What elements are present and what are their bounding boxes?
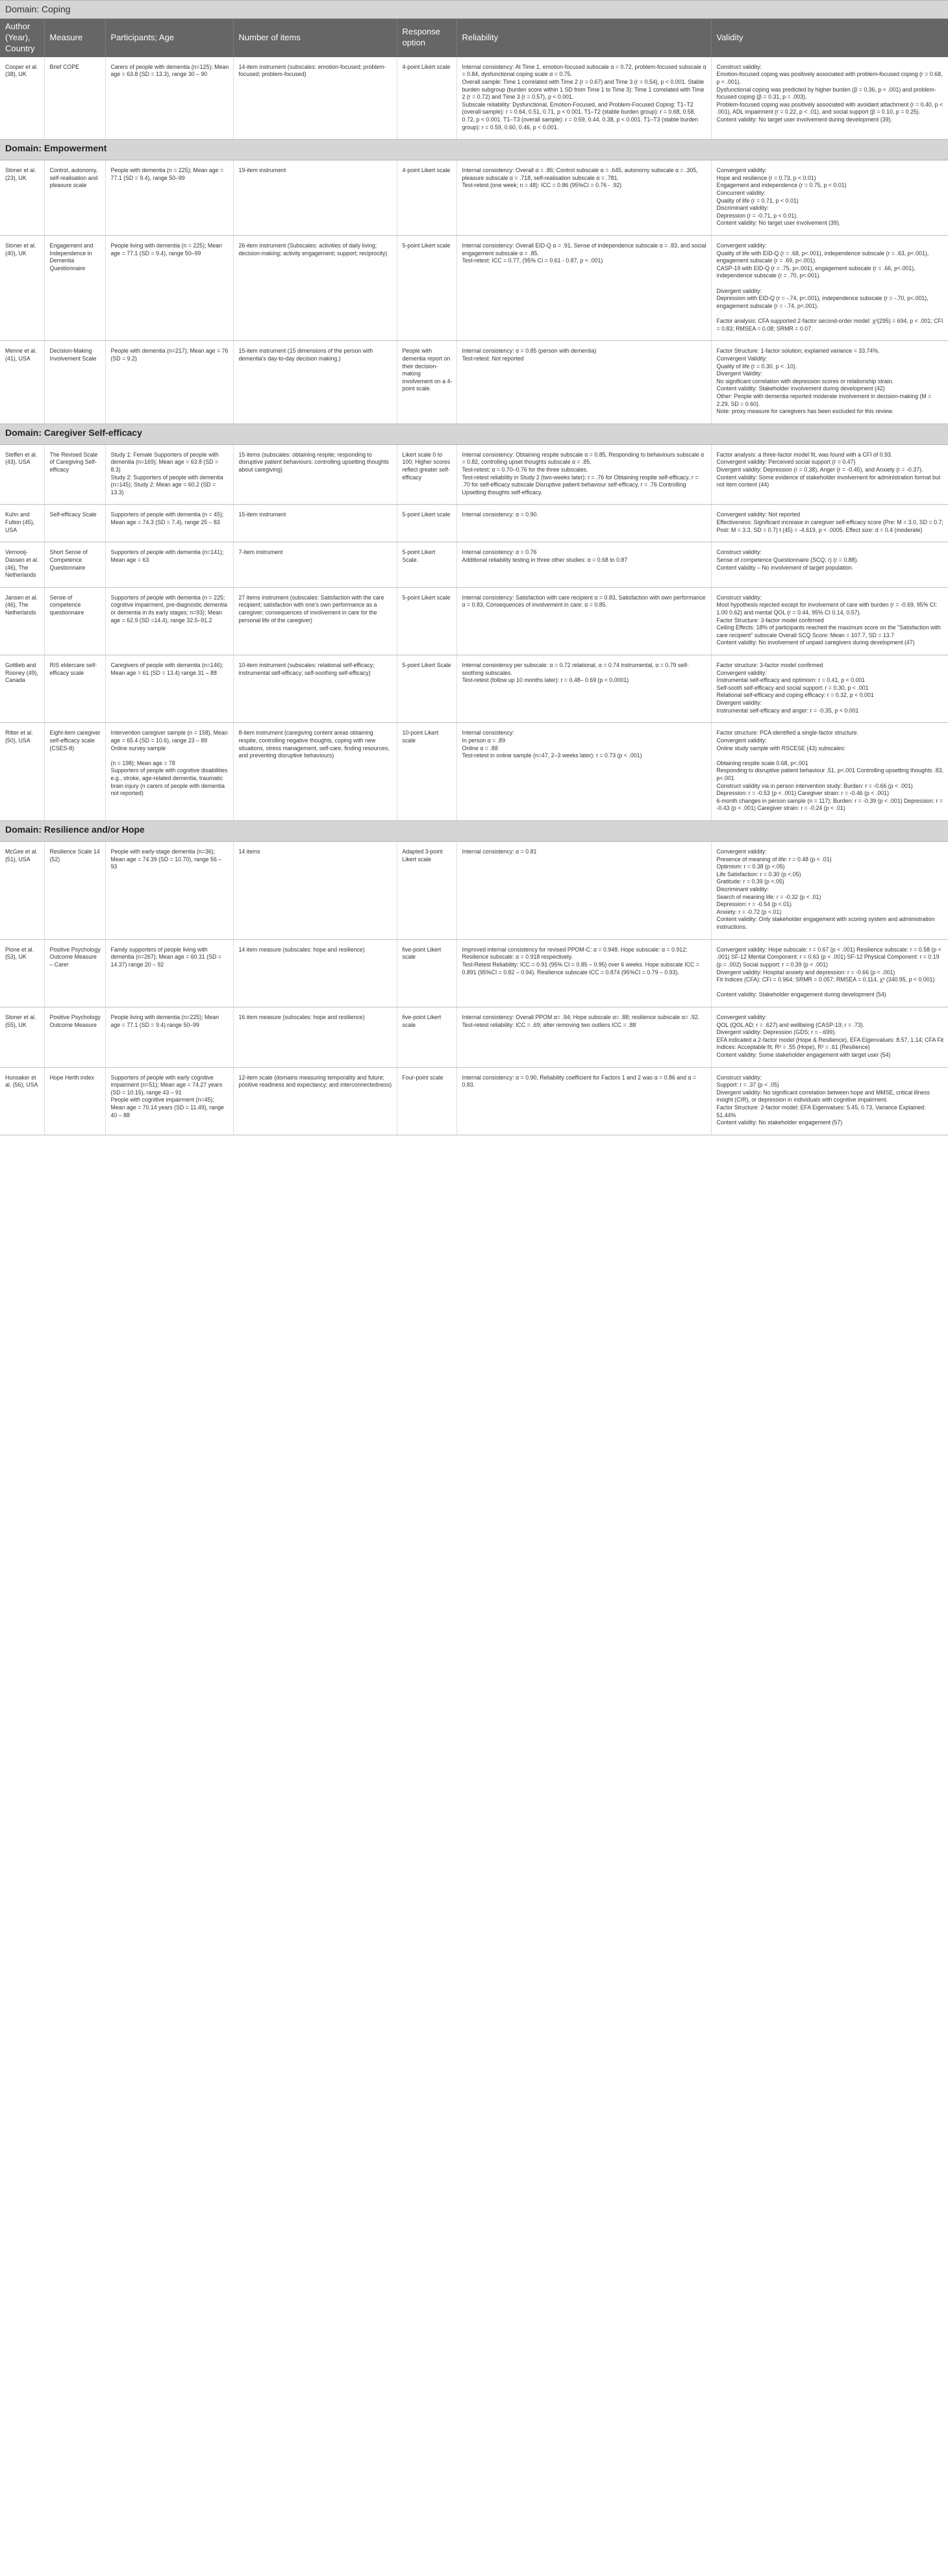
cell-items: 15-item instrument (15 dimensions of the person with dementia's day-to-day decision making.) <box>233 341 397 423</box>
cell-author: Steffen et al. (43), USA <box>0 444 44 505</box>
cell-response: 10-point Likert scale <box>397 723 456 821</box>
cell-validity: Factor Structure: 1-factor solution; explained variance = 33.74%. Convergent Validity: Quality of life (r = 0.30, p < .10). Divergent Validity: No significant correlation with depression scores or relationship strain. Content validity: Stakeholder involvement during development (42) Other: People with dementia reported moderate involvement in decision-making (M = 2.29, SD = 0.60). Note: proxy measure for caregivers has been excluded for this review. <box>711 341 948 423</box>
table-body <box>0 57 948 1135</box>
cell-validity: Construct validity: Support: r = .37 (p < .05) Divergent validity: No significant correlation between hope and MMSE, critical illness insight (CIR), or depression in individuals with cognitive impairment. Factor Structure: 2-factor model; EFA Eigenvalues: 5.45, 0.73, Variance Explained: 51.44% Content validity: No stakeholder engagement (57) <box>711 1067 948 1135</box>
cell-validity: Factor analysis: a three-factor model fit, was found with a CFI of 0.93. Convergent validity: Perceived social support (r = 0.47) Divergent validity: Depression (r = 0.38), Anger (r = -0.45), and Anxiety (r = -0.37). Content validity: Some evidence of stakeholder involvement for administration format but not item content (44) <box>711 444 948 505</box>
cell-response: 4-point Likert scale <box>397 57 456 140</box>
cell-reliability: Internal consistency: α = 0.76 Additional reliability testing in three other studies: α = 0.68 to 0.87 <box>456 542 711 587</box>
table-row <box>0 723 948 821</box>
cell-participants: Supporters of people with dementia (n = 225; cognitive impairment, pre-diagnostic dementia or dementia in its early stages; n=93); Mean age = 62.9 (SD =14.4), range 32.5–91.2 <box>105 587 233 655</box>
domain-heading: Domain: Caregiver Self-efficacy <box>0 423 948 444</box>
cell-items: 15-item instrument <box>233 505 397 542</box>
table-row <box>0 1067 948 1135</box>
domain-heading: Domain: Empowerment <box>0 140 948 160</box>
cell-items: 26-item instrument (Subscales: activities of daily living; decision-making; activity engagement; support; reciprocity) <box>233 236 397 341</box>
cell-items: 15 items (subscales: obtaining respite; responding to disruptive patient behaviours; controlling upsetting thoughts about caregiving) <box>233 444 397 505</box>
cell-items: 16 item measure (subscales: hope and resilience) <box>233 1007 397 1067</box>
cell-response: 4-point Likert scale <box>397 160 456 236</box>
cell-measure: Self-efficacy Scale <box>44 505 105 542</box>
cell-validity: Convergent validity: Hope and resilience (r = 0.73, p < 0.01) Engagement and independence (r = 0.75, p < 0.01) Concurrent validity: Quality of life (r = 0.71, p < 0.01) Discriminant validity: Depression (r = -0.71, p < 0.01). Content validity: No target user involvement (39). <box>711 160 948 236</box>
cell-author: Pione et al. (53), UK <box>0 939 44 1007</box>
cell-measure: The Revised Scale of Caregiving Self-efficacy <box>44 444 105 505</box>
cell-response: Likert scale 0 to 100; Higher scores reflect greater self-efficacy <box>397 444 456 505</box>
cell-participants: Carers of people with dementia (n=125); Mean age = 63.8 (SD = 13.3), range 30 – 90 <box>105 57 233 140</box>
cell-author: Cooper et al. (38), UK <box>0 57 44 140</box>
cell-participants: People with dementia (n=217); Mean age = 76 (SD = 9.2) <box>105 341 233 423</box>
cell-participants: People living with dementia (n=225); Mean age = 77.1 (SD = 9.4) range 50–99 <box>105 1007 233 1067</box>
cell-measure: Hope Herth index <box>44 1067 105 1135</box>
title-row <box>0 1 948 19</box>
cell-reliability: Internal consistency: α = 0.90, Reliability coefficient for Factors 1 and 2 was α = 0.86 and α = 0.83. <box>456 1067 711 1135</box>
cell-response: Four-point scale <box>397 1067 456 1135</box>
table-row <box>0 1007 948 1067</box>
domain-row <box>0 140 948 160</box>
column-header-participants: Participants; Age <box>105 19 233 57</box>
cell-response: 5-point Likert scale <box>397 587 456 655</box>
cell-items: 27 items instrument (subscales: Satisfaction with the care recipient; satisfaction with one's own performance as a caregiver; consequences of involvement in care for the personal life of the caregiver) <box>233 587 397 655</box>
cell-reliability: Internal consistency: Overall EID-Q α = .91, Sense of independence subscale α = .83, and social engagement subscale α = .85. Test-retest: ICC = 0.77, (95% CI = 0.61 - 0.87, p < .001) <box>456 236 711 341</box>
cell-participants: Intervention caregiver sample (n = 158), Mean age = 65.4 (SD = 10.6), range 23 – 89 Online survey sample (n = 198); Mean age = 78 Supporters of people with cognitive disabilities e.g., stroke, age-related dementia, traumatic brain injury (n carers of people with dementia not reported) <box>105 723 233 821</box>
cell-participants: People with early-stage dementia (n=36); Mean age = 74.39 (SD = 10.70), range 56 – 93 <box>105 841 233 939</box>
cell-measure: Engagement and Independence in Dementia Questionnaire <box>44 236 105 341</box>
cell-participants: People with dementia (n = 225); Mean age = 77.1 (SD = 9.4), range 50–99 <box>105 160 233 236</box>
cell-author: Vernooij-Dassen et al. (46), The Netherlands <box>0 542 44 587</box>
cell-validity: Convergent validity: Presence of meaning of life: r = 0.48 (p < .01) Optimism: r = 0.38 (p <.05) Life Satisfaction: r = 0.30 (p <.05) Gratitude: r = 0.39 (p <.05) Discriminant validity: Search of meaning life: r = -0.32 (p < .01) Depression: r = -0.54 (p <.01) Anxiety: r = -0.72 (p <.01) Content validity: Only stakeholder engagement with scoring system and administration instructions. <box>711 841 948 939</box>
cell-items: 14-item instrument (subscales: emotion-focused; problem-focused; problem-focused) <box>233 57 397 140</box>
table-row <box>0 542 948 587</box>
cell-items: 8-item instrument (caregiving content areas obtaining respite, controlling negative thoughts, coping with new situations, stress management, self-care, finding resources, and preventing disruptive behaviours) <box>233 723 397 821</box>
measures-table <box>0 0 948 1135</box>
cell-measure: Positive Psychology Outcome Measure – Carer <box>44 939 105 1007</box>
cell-validity: Construct validity: Most hypothesis rejected except for involvement of care with burden (r = -0.69, 95% CI: 1.00 0.62) and mental QOL (r = 0.44, 95% CI 0.14, 0.57). Factor Structure: 3-factor model confirmed Ceiling Effects: 18% of participants reached the maximum score on the "Satisfaction with care recipient" subscale Overall SCQ Score: Mean = 107.7, SD = 13.7 Content validity: No involvement of unpaid caregivers during development (47) <box>711 587 948 655</box>
cell-response: Adapted 3-point Likert scale <box>397 841 456 939</box>
cell-validity: Construct validity: Sense of competence Questionnaire (SCQ; r) (r = 0.88). Content validity – No involvement of target population. <box>711 542 948 587</box>
cell-reliability: Internal consistency: α = 0.85 (person with dementia) Test-retest: Not reported <box>456 341 711 423</box>
cell-items: 14 item measure (subscales: hope and resilience) <box>233 939 397 1007</box>
cell-validity: Factor structure: PCA identified a single-factor structure. Convergent validity: Online study sample with RSCESE (43) subscales: Obtaining respite scale 0.68, p<.001 Responding to disruptive patient behaviour .51, p<.001 Controlling upsetting thoughts .83, p<.001 Construct validity via in person intervention study: Burden: r = -0.66 (p < .001) Depression: r = -0.53 (p < .001) Caregiver strain: r = -0.46 (p < .001) 6-month changes in person sample (n = 117): Burden: r = -0.39 (p < .001) Depression: r = -0.43 (p < .001) Caregiver strain: r = -0.24 (p < .01) <box>711 723 948 821</box>
cell-response: 5-point Likert scale <box>397 505 456 542</box>
cell-measure: Positive Psychology Outcome Measure <box>44 1007 105 1067</box>
cell-author: Stoner et al. (23), UK <box>0 160 44 236</box>
cell-participants: People living with dementia (n = 225); Mean age = 77.1 (SD = 9.4), range 50–99 <box>105 236 233 341</box>
domain-row <box>0 423 948 444</box>
cell-validity: Factor structure: 3-factor model confirmed Convergent validity: Instrumental self-efficacy and optimism: r = 0.41, p < 0.001 Self-sooth self-efficacy and social support: r = 0.30, p < .001 Relational self-efficacy and coping efficacy: r = 0.32, p < 0.001 Divergent validity: Instrumental self-efficacy and anger: r = -0.35, p < 0.001 <box>711 655 948 723</box>
cell-participants: Supporters of people with early cognitive impairment (n=51); Mean age = 74.27 years (SD = 10.15), range 43 – 91 People with cognitive impairment (n=45); Mean age = 70.14 years (SD = 11.49), range 40 – 88 <box>105 1067 233 1135</box>
domain-row <box>0 820 948 841</box>
cell-measure: Brief COPE <box>44 57 105 140</box>
column-header-measure: Measure <box>44 19 105 57</box>
cell-validity: Convergent validity: Hope subscale: r = 0.67 (p < .001) Resilience subscale: r = 0.58 (p < .001) SF-12 Mental Component: r = 0.63 (p < .001) SF-12 Physical Component: r = 0.19 (p = .002) Social support: r = 0.39 (p < .001) Divergent validity: Hospital anxiety and depression: r = -0.66 (p < .001) Fit Indices (CFA): CFI = 0.964; SRMR = 0.057; RMSEA = 0.114, χ² (340.95, p < 0.001) Content validity: Stakeholder engagement during development (54) <box>711 939 948 1007</box>
cell-reliability: Internal consistency: Satisfaction with care recipient α = 0.83, Satisfaction with own performance α = 0.83, Consequences of involvement in care: α = 0.85. <box>456 587 711 655</box>
cell-author: McGee et al. (51), USA <box>0 841 44 939</box>
cell-reliability: Internal consistency: At Time 1, emotion-focused subscale α = 0.72, problem-focused subscale α = 0.84, dysfunctional coping scale α = 0.75. Overall sample: Time 1 correlated with Time 2 (r = 0.67) and Time 3 (r = 0.54), p < 0.001. Stable burden subgroup (burden score within 1 SD from Time 1 to Time 3): Time 1 correlated with Time 2 (r = 0.72) and Time 3 (r = 0.57), p < 0.001. Subscale reliability: Dysfunctional, Emotion-Focused, and Problem-Focused Coping: T1–T2 (overall sample): r = 0.64, 0.51, 0.71, p < 0.001. T1–T2 (stable burden group): r = 0.68, 0.58, 0.72, p < 0.001. T1–T3 (overall sample): r = 0.59, 0.44, 0.38, p < 0.001. T1–T3 (stable burden group): r = 0.59, 0.60, 0.46, p < 0.001. <box>456 57 711 140</box>
cell-participants: Study 1: Female Supporters of people with dementia (n=169); Mean age = 63.8 (SD = 8.3) Study 2: Supporters of people with dementia (n=145); Study 2: Mean age = 60.2 (SD = 13.3) <box>105 444 233 505</box>
cell-response: five-point Likert scale <box>397 1007 456 1067</box>
cell-reliability: Internal consistency: Overall PPOM α= .94; Hope subscale α= .88; resilience subscale α= .92. Test-retest reliability: ICC = .69; after removing two outliers ICC = .88 <box>456 1007 711 1067</box>
cell-participants: Caregivers of people with dementia (n=146); Mean age = 61 (SD = 13.4) range 31 – 88 <box>105 655 233 723</box>
cell-author: Stoner et al. (55), UK <box>0 1007 44 1067</box>
table-row <box>0 341 948 423</box>
cell-reliability: Internal consistency: In person α = .89 Online α = .88 Test-retest in online sample (n=47, 2–3 weeks later): r = 0.73 (p < .001) <box>456 723 711 821</box>
table-row <box>0 236 948 341</box>
domain-heading: Domain: Resilience and/or Hope <box>0 820 948 841</box>
cell-reliability: Improved internal consistency for revised PPOM-C: α = 0.948. Hope subscale: α = 0.912; Resilience subscale: α = 0.918 respectively. Test-Retest Reliability: ICC = 0.91 (95% CI = 0.85 – 0.95) over 6 weeks. Hope subscale ICC = 0.891 (95%CI = 0.82 – 0.94). Resilience subscale ICC = 0.874 (95%CI = 0.79 – 0.93). <box>456 939 711 1007</box>
cell-reliability: Internal consistency: Obtaining respite subscale α = 0.85, Responding to behaviours subscale α = 0.82, controlling upset thoughts subscale α = .85. Test-retest: α = 0.70–0.76 for the three subscales. Test-retest reliability in Study 2 (two-weeks later): r = .76 for Obtaining respite self-efficacy, r = .70 for self-efficacy subscale Disruptive patient behaviour self-efficacy, r = .76 Controlling Upsetting thoughts self-efficacy. <box>456 444 711 505</box>
column-header-validity: Validity <box>711 19 948 57</box>
cell-response: People with dementia report on their decision-making involvement on a 4-point scale. <box>397 341 456 423</box>
table-row <box>0 939 948 1007</box>
column-header-items: Number of items <box>233 19 397 57</box>
cell-measure: Control, autonomy, self-realisation and pleasure scale <box>44 160 105 236</box>
cell-items: 19-item instrument <box>233 160 397 236</box>
cell-measure: Short Sense of Competence Questionnaire <box>44 542 105 587</box>
cell-measure: Decision-Making Involvement Scale <box>44 341 105 423</box>
table-row <box>0 841 948 939</box>
cell-validity: Convergent validity: QOL (QOL AD; r = .627) and wellbeing (CASP-19; r = .73). Divergent validity: Depression (GDS; r = -.699). EFA indicated a 2-factor model (Hope & Resilience), EFA Eigenvalues: 8.57, 1.14; CFA Fit Indices: Acceptable fit, R² = .55 (Hope), R² = .61 (Resilience) Content validity: Some stakeholder engagement with target user (54) <box>711 1007 948 1067</box>
cell-author: Kuhn and Fulton (45), USA <box>0 505 44 542</box>
cell-measure: RIS eldercare self-efficacy scale <box>44 655 105 723</box>
cell-validity: Construct validity: Emotion-focused coping was positively associated with problem-focused coping (r = 0.68, p < .001). Dysfunctional coping was predicted by higher burden (β = 0.36, p < .001) and problem-focused coping (β = 0.31, p = .003). Problem-focused coping was positively associated with avoidant attachment (r = 0.40, p < .001), ADL impairment (r = 0.22, p < .01), and social support (β = 0.10, p = 0.25). Content validity: No target user involvement during development (39). <box>711 57 948 140</box>
cell-author: Menne et al. (41), USA <box>0 341 44 423</box>
cell-response: 5-point Likert scale <box>397 236 456 341</box>
cell-reliability: Internal consistency: Overall α = .86; Control subscale α = .645, autonomy subscale α = .305, pleasure subscale α = .718, self-realisation subscale α = .781. Test-retest (one week; n = 48): ICC = 0.86 (95%CI = 0.76 - .92) <box>456 160 711 236</box>
cell-author: Stoner et al. (40), UK <box>0 236 44 341</box>
table-row <box>0 505 948 542</box>
cell-author: Gottlieb and Rooney (49), Canada <box>0 655 44 723</box>
table-row <box>0 444 948 505</box>
cell-participants: Supporters of people with dementia (n=141); Mean age = 63 <box>105 542 233 587</box>
cell-items: 7-item instrument <box>233 542 397 587</box>
cell-validity: Convergent validity: Quality of life with EID-Q (r = .68, p<.001), independence subscale (r = .63, p<.001), engagement subscale (r = .69, p<.001). CASP-19 with EID-Q (r = .75, p<.001), engagement subscale (r = .66, p<.001), independence subscale (r = .70, p<.001). Divergent validity: Depression with EID-Q (r = -.74, p<.001), independence subscale (r = -.70, p<.001), engagement subscale (r = -.74, p<.001). Factor analysis: CFA supported 2-factor second-order model: χ²(295) = 694, p < .001; CFI = 0.83; RMSEA = 0.08; SRMR = 0.07. <box>711 236 948 341</box>
cell-measure: Resilience Scale 14 (52) <box>44 841 105 939</box>
table-row <box>0 57 948 140</box>
cell-author: Jansen et al. (46), The Netherlands <box>0 587 44 655</box>
cell-author: Ritter et al. (50), USA <box>0 723 44 821</box>
cell-response: 5-point Likert Scale <box>397 655 456 723</box>
cell-response: 5-point Likert Scale. <box>397 542 456 587</box>
column-header-reliability: Reliability <box>456 19 711 57</box>
column-header-response: Response option <box>397 19 456 57</box>
cell-author: Hunsaker et al. (56), USA <box>0 1067 44 1135</box>
cell-reliability: Internal consistency: α = 0.90. <box>456 505 711 542</box>
cell-items: 14 items <box>233 841 397 939</box>
cell-items: 10-item instrument (subscales: relational self-efficacy; instrumental self-efficacy; self-soothing self-efficacy) <box>233 655 397 723</box>
domain-heading: Domain: Coping <box>0 1 948 19</box>
table-row <box>0 587 948 655</box>
cell-participants: Family supporters of people living with dementia (n=267); Mean age = 60.31 (SD = 14.37) range 20 – 92 <box>105 939 233 1007</box>
cell-measure: Sense of competence questionnaire <box>44 587 105 655</box>
cell-reliability: Internal consistency per subscale: α = 0.72 relational, α = 0.74 instrumental, α = 0.79 self-soothing subscales. Test-retest (follow up 10 months later): r = 0.48– 0.69 (p < 0.0001) <box>456 655 711 723</box>
header-row <box>0 19 948 57</box>
cell-items: 12-item scale (domains measuring temporality and future; positive readiness and expectancy; and interconnectedness) <box>233 1067 397 1135</box>
cell-response: five-point Likert scale <box>397 939 456 1007</box>
column-header-author: Author (Year), Country <box>0 19 44 57</box>
table-row <box>0 160 948 236</box>
cell-reliability: Internal consistency: α = 0.81 <box>456 841 711 939</box>
table-row <box>0 655 948 723</box>
cell-validity: Convergent validity: Not reported Effectiveness: Significant increase in caregiver self-efficacy score (Pre: M = 3.0, SD = 0.7; Post: M = 3.3, SD = 0.7) t (45) = -4.619, p < .0005. Effect size: d = 0.4 (moderate) <box>711 505 948 542</box>
cell-participants: Supporters of people with dementia (n = 45); Mean age = 74.3 (SD = 7.4), range 25 – 83 <box>105 505 233 542</box>
cell-measure: Eight-item caregiver self-efficacy scale (CSES-8) <box>44 723 105 821</box>
